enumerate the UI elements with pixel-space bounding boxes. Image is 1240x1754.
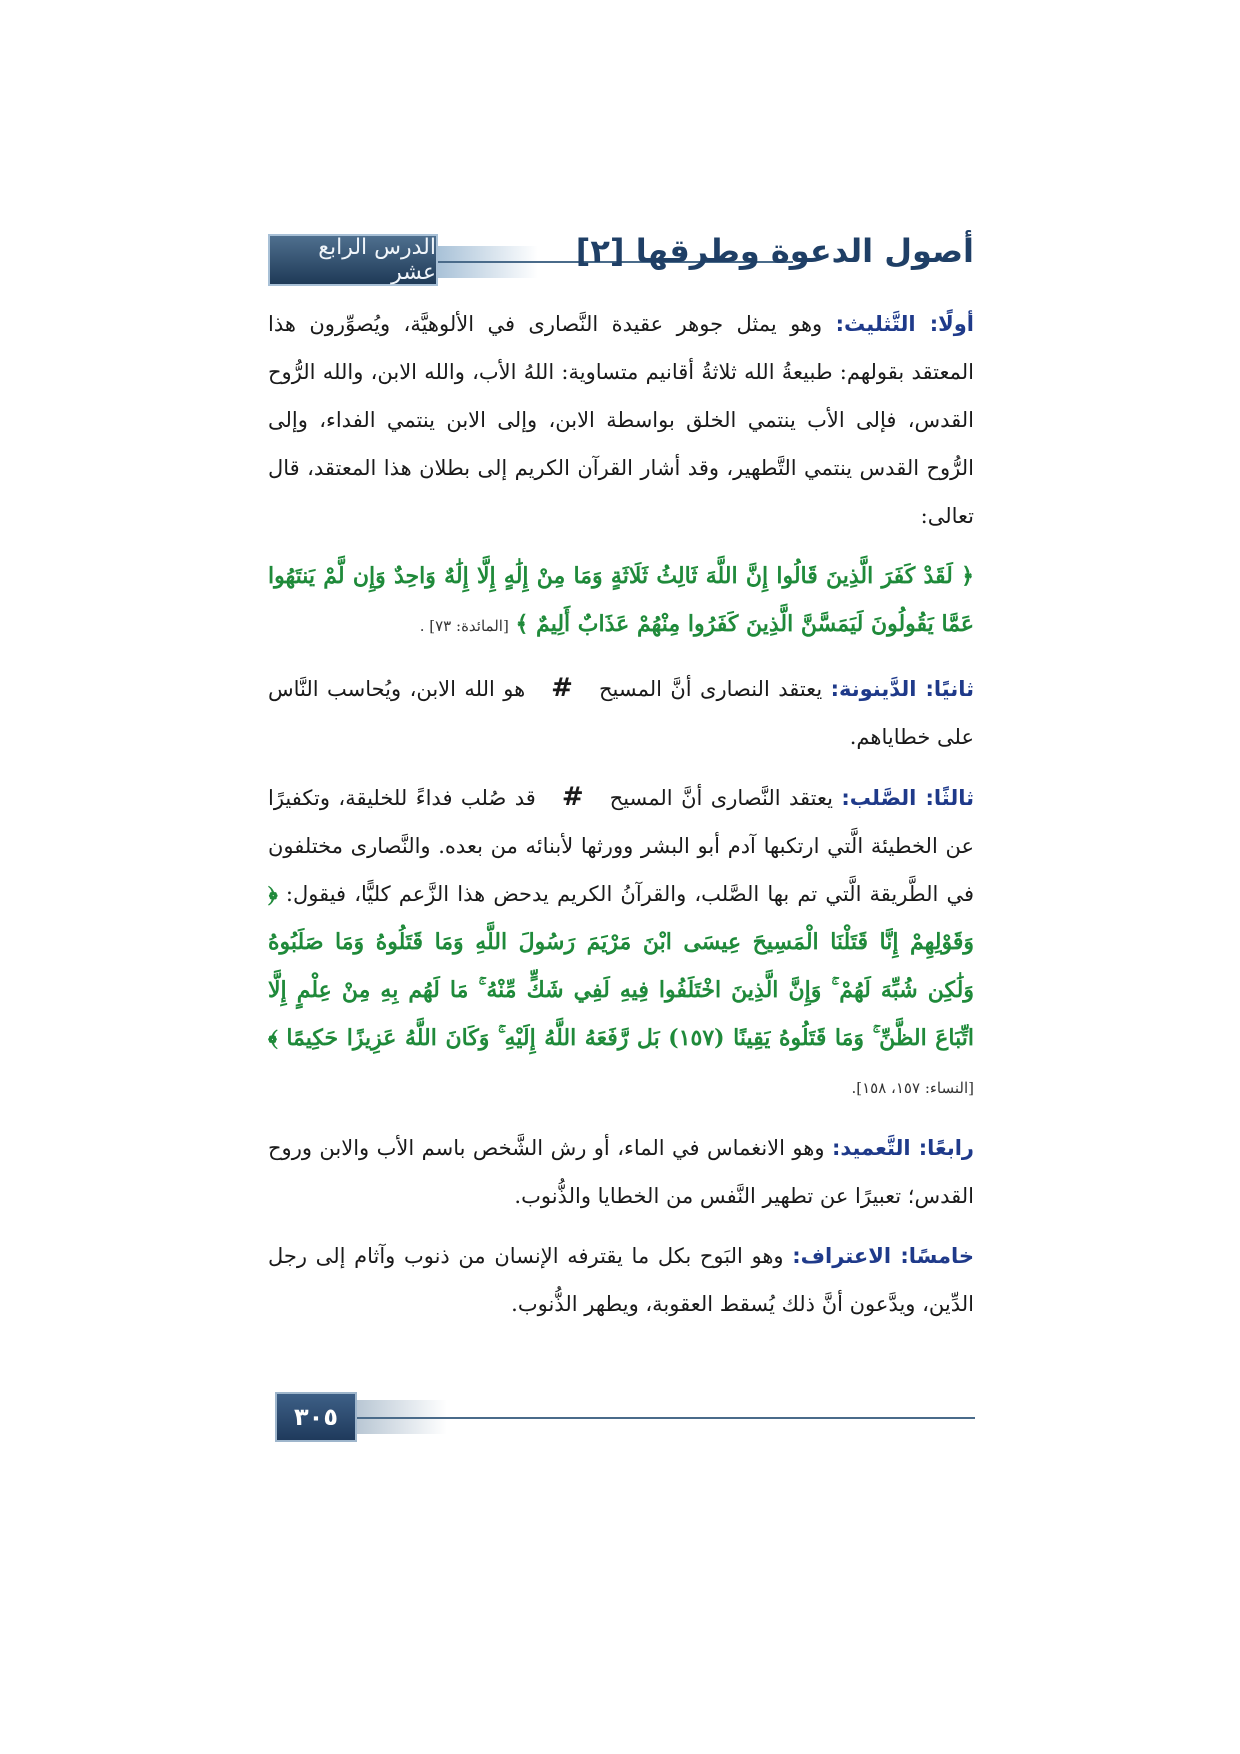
paragraph-crucifixion [268,773,974,1112]
ref-nisa: [النساء: ١٥٧، ١٥٨]. [851,1079,974,1097]
heading-crucifixion: ثالثًا: الصَّلب: [841,786,974,810]
book-title: أصول الدعوة وطرقها [٢] [575,232,974,270]
heading-baptism: رابعًا: التَّعميد: [831,1136,975,1160]
page-number-box [275,1392,357,1442]
verse-nisa: ﴿ وَقَوْلِهِمْ إِنَّا قَتَلْنَا الْمَسِيحَ عِيسَى ابْنَ مَرْيَمَ رَسُولَ اللَّهِ وَمَا قَتَلُوهُ وَمَا صَلَبُوهُ وَلَٰكِن شُبِّهَ لَهُمْ ۚ وَإِنَّ الَّذِينَ اخْتَلَفُوا فِيهِ لَفِي شَكٍّ مِّنْهُ ۚ مَا لَهُم بِهِ مِنْ عِلْمٍ إِلَّا اتِّبَاعَ الظَّنِّ ۚ وَمَا قَتَلُوهُ يَقِينًا (١٥٧) بَل رَّفَعَهُ اللَّهُ إِلَيْهِ ۚ وَكَانَ اللَّهُ عَزِيزًا حَكِيمًا ﴾ [268,881,974,1051]
text-trinity: وهو يمثل جوهر عقيدة النَّصارى في الألوهيَّة، ويُصوِّرون هذا المعتقد بقولهم: طبيعةُ الله ثلاثةُ أقانيم متساوية: اللهُ الأب، والله الابن، والله الرُّوح القدس، فإلى الأب ينتمي الخلق بواسطة الابن، وإلى الابن ينتمي الفداء، وإلى الرُّوح القدس ينتمي التَّطهير، وقد أشار القرآن الكريم إلى بطلان هذا المعتقد، قال تعالى: [268,312,974,528]
paragraph-trinity [268,300,974,540]
lesson-label: الدرس الرابع عشر [318,235,436,285]
footer-rule [357,1417,975,1419]
pbuh-symbol: # [551,673,573,703]
page-content [268,300,974,1340]
lesson-badge [268,234,438,286]
paragraph-judgment [268,664,974,761]
heading-judgment: ثانيًا: الدَّينونة: [830,677,974,701]
ref-maidah: [المائدة: ٧٣] . [419,617,509,635]
quran-quote-maidah [268,552,974,650]
page-footer [275,1392,975,1452]
page-header [268,228,974,288]
paragraph-confession [268,1232,974,1328]
paragraph-baptism [268,1124,974,1220]
pbuh-symbol: # [561,782,584,812]
page-number: ٣٠٥ [294,1403,338,1431]
text-judgment-after: هو الله الابن، ويُحاسب النَّاس على خطاياهم. [268,677,974,749]
verse-maidah: ﴿ لَقَدْ كَفَرَ الَّذِينَ قَالُوا إِنَّ اللَّهَ ثَالِثُ ثَلَاثَةٍ وَمَا مِنْ إِلَٰهٍ إِلَّا إِلَٰهٌ وَاحِدٌ وَإِن لَّمْ يَنتَهُوا عَمَّا يَقُولُونَ لَيَمَسَّنَّ الَّذِينَ كَفَرُوا مِنْهُمْ عَذَابٌ أَلِيمٌ ﴾ [268,563,974,637]
text-crucifixion-after: قد صُلب فداءً للخليقة، وتكفيرًا عن الخطيئة الَّتي ارتكبها آدم أبو البشر وورثها لأبنائه من بعده. والنَّصارى مختلفون في الطَّريقة الَّتي تم بها الصَّلب، والقرآنُ الكريم يدحض هذا الزَّعم كليًّا، فيقول: [268,786,974,906]
heading-trinity: أولًا: التَّثليث: [835,312,974,336]
text-judgment-before: يعتقد النصارى أنَّ المسيح [598,677,831,701]
heading-confession: خامسًا: الاعتراف: [792,1244,974,1268]
text-confession: وهو البَوح بكل ما يقترفه الإنسان من ذنوب وآثام إلى رجل الدِّين، ويدَّعون أنَّ ذلك يُسقط العقوبة، ويطهر الذُّنوب. [268,1244,974,1316]
text-baptism: وهو الانغماس في الماء، أو رش الشَّخص باسم الأب والابن وروح القدس؛ تعبيرًا عن تطهير النَّفس من الخطايا والذُّنوب. [268,1136,974,1208]
text-crucifixion-before: يعتقد النَّصارى أنَّ المسيح [609,786,842,810]
